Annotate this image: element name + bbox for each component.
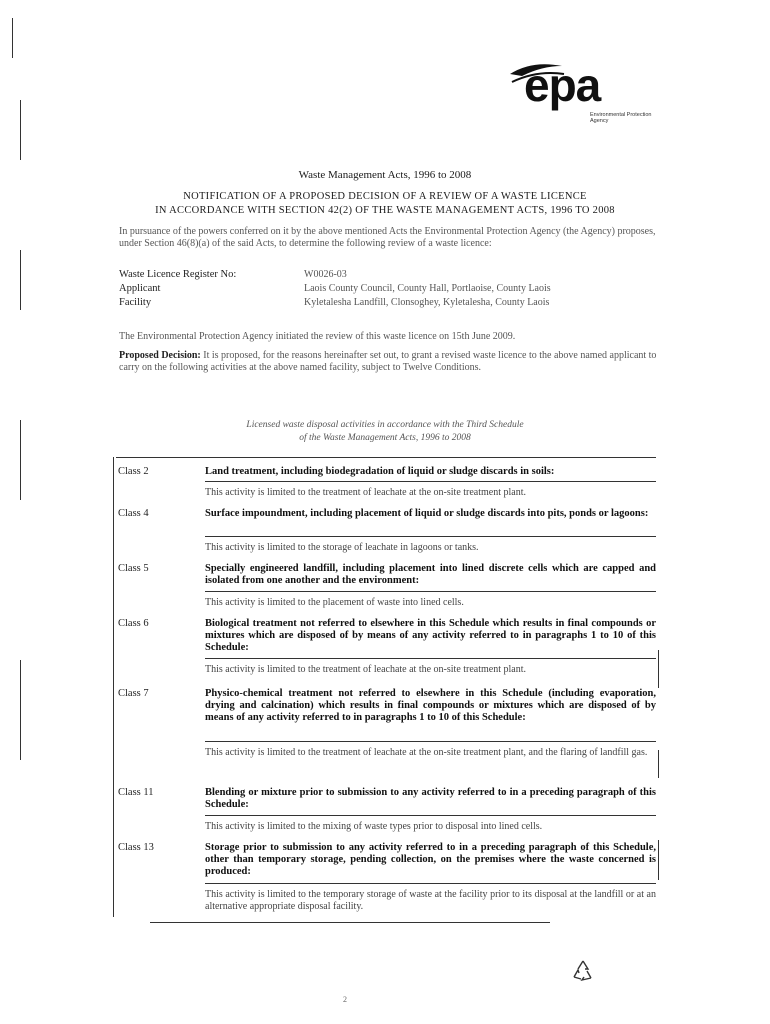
class-label: Class 5	[118, 563, 149, 574]
class-limitation: This activity is limited to the treatment of leachate at the on-site treatment plant.	[205, 487, 527, 498]
row-divider	[205, 883, 656, 884]
row-divider	[205, 481, 656, 482]
applicant-label: Applicant	[119, 283, 161, 294]
scan-margin-mark	[20, 660, 21, 760]
row-divider	[205, 536, 656, 537]
class-label: Class 7	[118, 688, 149, 699]
licence-register-value: W0026-03	[304, 269, 347, 280]
table-bottom-rule	[150, 922, 550, 923]
applicant-value: Laois County Council, County Hall, Portlaoise, County Laois	[304, 283, 551, 294]
class-activity: Biological treatment not referred to elsewhere in this Schedule which results in final compounds or mixtures which are disposed of by means of any activity referred to in paragraphs 1 to 10 of this Schedule:	[205, 618, 656, 653]
row-divider	[205, 741, 656, 742]
class-activity: Surface impoundment, including placement of liquid or sludge discards into pits, ponds or lagoons:	[205, 508, 649, 519]
recycle-icon	[570, 958, 596, 984]
epa-logo-text: epa	[524, 59, 601, 111]
schedule-caption-line-2: of the Waste Management Acts, 1996 to 2008	[299, 433, 471, 443]
epa-logo-subtitle: Environmental Protection Agency	[590, 112, 652, 124]
row-divider	[205, 658, 656, 659]
class-limitation: This activity is limited to the storage of leachate in lagoons or tanks.	[205, 542, 479, 553]
class-limitation: This activity is limited to the mixing of waste types prior to disposal into lined cells.	[205, 821, 543, 832]
scan-margin-mark	[20, 420, 21, 500]
class-label: Class 6	[118, 618, 149, 629]
class-activity: Land treatment, including biodegradation of liquid or sludge discards in soils:	[205, 466, 555, 477]
review-initiated-line: The Environmental Protection Agency initiated the review of this waste licence on 15th June 2009.	[119, 331, 516, 342]
class-label: Class 11	[118, 787, 154, 798]
schedule-caption-line-1: Licensed waste disposal activities in accordance with the Third Schedule	[246, 420, 524, 430]
row-divider	[205, 591, 656, 592]
table-left-rule	[113, 457, 114, 917]
table-right-rule	[658, 750, 659, 778]
class-limitation: This activity is limited to the temporary storage of waste at the facility prior to its disposal at the landfill or at an alternative appropriate disposal facility.	[205, 889, 656, 912]
class-activity: Physico-chemical treatment not referred to elsewhere in this Schedule (including evaporation, drying and calcination) which results in final compounds or mixtures which are disposed of by means of any activity referred to in paragraphs 1 to 10 of this Schedule:	[205, 688, 656, 723]
class-label: Class 2	[118, 466, 149, 477]
proposed-decision-text: It is proposed, for the reasons hereinafter set out, to grant a revised waste licence to the above named applicant to carry on the following activities at the above named facility, subject to Twelve Conditions.	[119, 350, 657, 373]
table-right-rule	[658, 840, 659, 880]
scan-margin-mark	[20, 250, 21, 310]
class-activity: Storage prior to submission to any activity referred to in a preceding paragraph of this Schedule, other than temporary storage, pending collection, on the premises where the waste concerned is produced:	[205, 842, 656, 877]
class-label: Class 4	[118, 508, 149, 519]
class-limitation: This activity is limited to the placement of waste into lined cells.	[205, 597, 464, 608]
intro-paragraph: In pursuance of the powers conferred on it by the above mentioned Acts the Environmental Protection Agency (the Agency) proposes, under Section 46(8)(a) of the said Acts, to determine the following review of a waste licence:	[119, 226, 656, 249]
notice-title-line-1: NOTIFICATION OF A PROPOSED DECISION OF A REVIEW OF A WASTE LICENCE	[183, 191, 587, 202]
class-activity: Specially engineered landfill, including placement into lined discrete cells which are capped and isolated from one another and the environment:	[205, 563, 656, 586]
class-limitation: This activity is limited to the treatment of leachate at the on-site treatment plant, and the flaring of landfill gas.	[205, 747, 648, 758]
page-number: 2	[343, 995, 347, 1004]
facility-value: Kyletalesha Landfill, Clonsoghey, Kyletalesha, County Laois	[304, 297, 550, 308]
notice-title-line-2: IN ACCORDANCE WITH SECTION 42(2) OF THE WASTE MANAGEMENT ACTS, 1996 TO 2008	[155, 205, 615, 216]
licence-register-label: Waste Licence Register No:	[119, 269, 237, 280]
class-limitation: This activity is limited to the treatment of leachate at the on-site treatment plant.	[205, 664, 527, 675]
scan-margin-mark	[20, 100, 21, 160]
table-top-rule	[116, 457, 656, 458]
row-divider	[205, 815, 656, 816]
class-activity: Blending or mixture prior to submission to any activity referred to in a preceding paragraph of this Schedule:	[205, 787, 656, 810]
act-title: Waste Management Acts, 1996 to 2008	[298, 169, 472, 181]
table-right-rule	[658, 650, 659, 688]
proposed-decision	[119, 350, 671, 374]
scan-margin-mark	[12, 18, 13, 58]
proposed-decision-label: Proposed Decision:	[119, 350, 201, 361]
class-label: Class 13	[118, 842, 154, 853]
facility-label: Facility	[119, 297, 152, 308]
